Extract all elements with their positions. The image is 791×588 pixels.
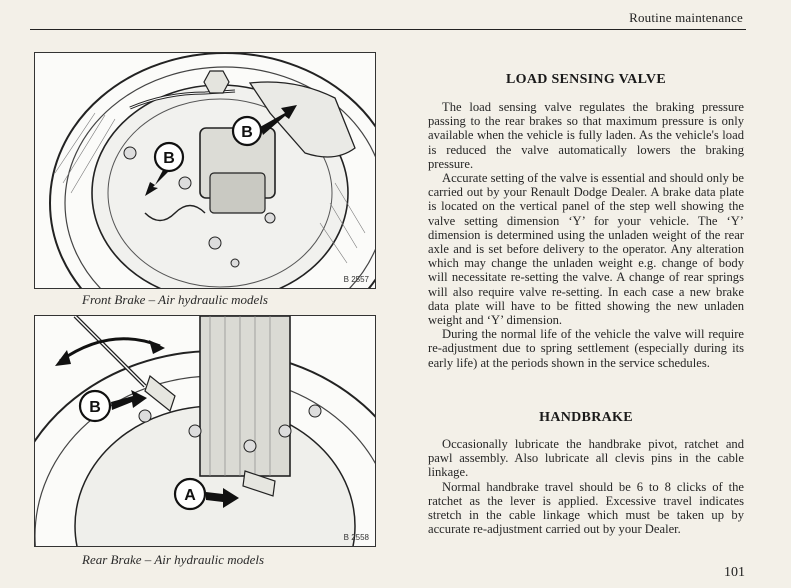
svg-text:B: B (163, 150, 175, 167)
page-number: 101 (724, 565, 745, 580)
rear-brake-figure (34, 315, 376, 547)
paragraph: Accurate setting of the valve is essential and should only be carried out by your Renault Dodge Dealer. A brake data plate is located on the vertical panel of the step well showing the valve setting dimension ‘Y’ for your vehicle. The ‘Y’ dimension is determined using the unladen weight of the rear axle and is set before delivery to the operator. Any alteration which may change the unladen weight e.g. change of body will necessitate re-setting the valve. A change of rear springs will also require valve re-setting. In each case a new brake data plate will have to be fitted showing the new unladen weight and ‘Y’ dimension. (428, 171, 744, 328)
header-rule (30, 29, 746, 30)
front-brake-illustration (35, 53, 375, 288)
section-title-handbrake: HANDBRAKE (539, 410, 633, 425)
plate-id-label: B 2557 (343, 275, 369, 284)
svg-text:B: B (89, 399, 101, 416)
paragraph: During the normal life of the vehicle the valve will require re-adjustment due to spring settlement (especially during its early life) at the periods shown in the service schedules. (428, 327, 744, 370)
svg-text:A: A (184, 487, 196, 504)
paragraph: Occasionally lubricate the handbrake pivot, ratchet and pawl assembly. Also lubricate all clevis pins in the cable linkage. (428, 437, 744, 480)
figure-caption-front: Front Brake – Air hydraulic models (82, 292, 268, 307)
paragraph: Normal handbrake travel should be 6 to 8 clicks of the ratchet as the lever is applied. Excessive travel indicates stretch in the cable linkage which must be taken up by accurate re-adjustment carried out by your Dealer. (428, 479, 744, 537)
paragraph: The load sensing valve regulates the braking pressure passing to the rear brakes so that maximum pressure is only available when the vehicle is fully laden. As the vehicle's load is reduced the valve automatically lowers the braking pressure. (428, 100, 744, 171)
svg-text:B: B (241, 124, 253, 141)
front-brake-figure (34, 52, 376, 289)
running-head: Routine maintenance (629, 10, 743, 25)
section-body-handbrake (428, 437, 744, 536)
rear-brake-illustration (35, 316, 375, 546)
section-title-load-sensing-valve: LOAD SENSING VALVE (506, 72, 666, 87)
figure-caption-rear: Rear Brake – Air hydraulic models (82, 552, 265, 567)
section-body-load-sensing-valve (428, 100, 744, 370)
plate-id-label: B 2558 (343, 533, 369, 542)
